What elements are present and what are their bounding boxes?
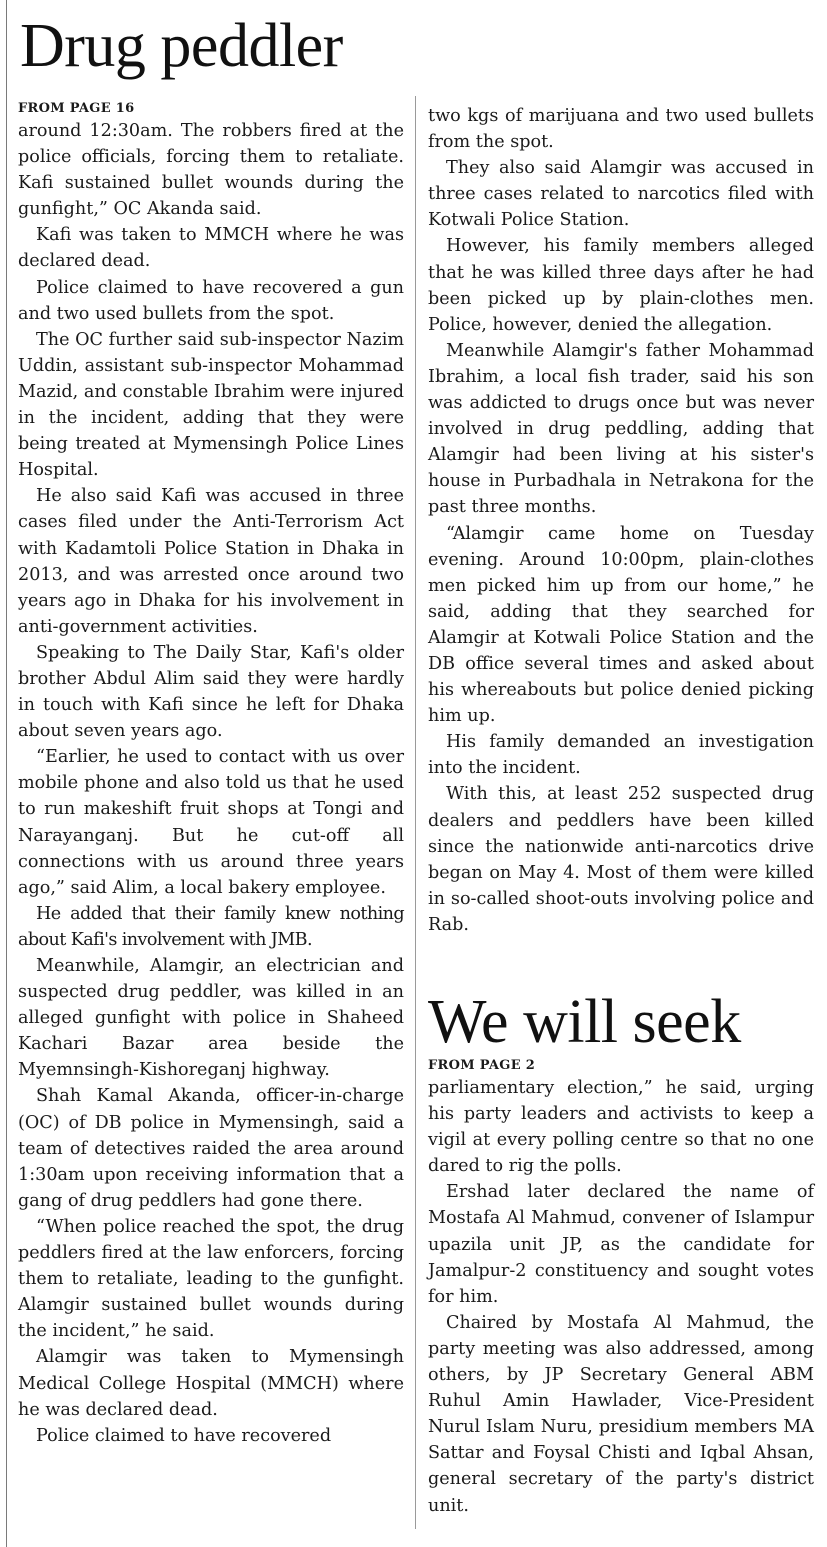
paragraph: They also said Alamgir was accused in three cases related to narcotics filed with Kotwali Police Station. <box>428 158 814 231</box>
paragraph: Shah Kamal Akanda, officer-in-charge (OC) of DB police in Mymensingh, said a team of detectives raided the area around 1:30am upon receiving information that a gang of drug peddlers had gone there. <box>18 1086 404 1211</box>
column-rule <box>415 96 416 1529</box>
headline-drug-peddler: Drug peddler <box>20 12 343 80</box>
paragraph: “Earlier, he used to contact with us over mobile phone and also told us that he used to run makeshift fruit shops at Tongi and Narayanganj. But he cut-off all connections with us around three years ago,” said Alim, a local bakery employee. <box>18 747 404 898</box>
paragraph: around 12:30am. The robbers fired at the police officials, forcing them to retaliate. Kafi sustained bullet wounds during the gunfight,” OC Akanda said. <box>18 121 404 220</box>
paragraph: With this, at least 252 suspected drug dealers and peddlers have been killed since the nationwide anti-narcotics drive began on May 4. Most of them were killed in so-called shoot-outs involving police and Rab. <box>428 784 814 935</box>
article1-right-body <box>428 103 814 938</box>
paragraph: Ershad later declared the name of Mostafa Al Mahmud, convener of Islampur upazila unit JP, as the candidate for Jamalpur-2 constituency and sought votes for him. <box>428 1182 814 1307</box>
article2-body <box>428 1057 814 1519</box>
headline-we-will-seek: We will seek <box>428 988 741 1056</box>
from-page-label: FROM PAGE 2 <box>428 1058 536 1073</box>
paragraph: Police claimed to have recovered <box>36 1425 332 1446</box>
paragraph: His family demanded an investigation into the incident. <box>428 732 814 779</box>
paragraph: He also said Kafi was accused in three cases filed under the Anti-Terrorism Act with Kadamtoli Police Station in Dhaka in 2013, and was arrested once around two years ago in Dhaka for his involvement in anti-government activities. <box>18 486 404 637</box>
paragraph: Alamgir was taken to Mymensingh Medical College Hospital (MMCH) where he was declared dead. <box>18 1347 404 1420</box>
paragraph: “When police reached the spot, the drug peddlers fired at the law enforcers, forcing them to retaliate, leading to the gunfight. Alamgir sustained bullet wounds during the incident,” he said. <box>18 1216 404 1342</box>
paragraph: Chaired by Mostafa Al Mahmud, the party meeting was also addressed, among others, by JP Secretary General ABM Ruhul Amin Hawlader, Vice-President Nurul Islam Nuru, presidium members MA Sattar and Foysal Chisti and Iqbal Ahsan, general secretary of the party's district unit. <box>428 1312 814 1516</box>
paragraph: two kgs of marijuana and two used bullets from the spot. <box>428 106 814 153</box>
paragraph: Police claimed to have recovered a gun and two used bullets from the spot. <box>18 277 404 324</box>
paragraph: Speaking to The Daily Star, Kafi's older brother Abdul Alim said they were hardly in touch with Kafi since he left for Dhaka about seven years ago. <box>18 642 404 742</box>
paragraph: He added that their family knew nothing about Kafi's involvement with JMB. <box>18 903 404 950</box>
paragraph: “Alamgir came home on Tuesday evening. Around 10:00pm, plain-clothes men picked him up from our home,” he said, adding that they searched for Alamgir at Kotwali Police Station and the DB office several times and asked about his whereabouts but police denied picking him up. <box>428 523 814 727</box>
paragraph: However, his family members alleged that he was killed three days after he had been picked up by plain-clothes men. Police, however, denied the allegation. <box>428 236 814 335</box>
paragraph: parliamentary election,” he said, urging his party leaders and activists to keep a vigil at every polling centre so that no one dared to rig the polls. <box>428 1078 814 1177</box>
page-edge-line <box>6 0 7 1547</box>
paragraph: Kafi was taken to MMCH where he was declared dead. <box>18 225 404 272</box>
right-column <box>428 0 814 1547</box>
paragraph: Meanwhile Alamgir's father Mohammad Ibrahim, a local fish trader, said his son was addicted to drugs once but was never involved in drug peddling, adding that Alamgir had been living at his sister's house in Purbadhala in Netrakona for the past three months. <box>428 340 814 518</box>
from-page-label: FROM PAGE 16 <box>18 101 135 116</box>
paragraph: The OC further said sub-inspector Nazim Uddin, assistant sub-inspector Mohammad Mazid, and constable Ibrahim were injured in the incident, adding that they were being treated at Mymensingh Police Lines Hospital. <box>18 329 404 481</box>
article1-left-body <box>18 100 404 1449</box>
paragraph: Meanwhile, Alamgir, an electrician and suspected drug peddler, was killed in an alleged gunfight with police in Shaheed Kachari Bazar area beside the Myemnsingh-Kishoreganj highway. <box>18 956 404 1081</box>
left-column <box>18 0 404 1547</box>
